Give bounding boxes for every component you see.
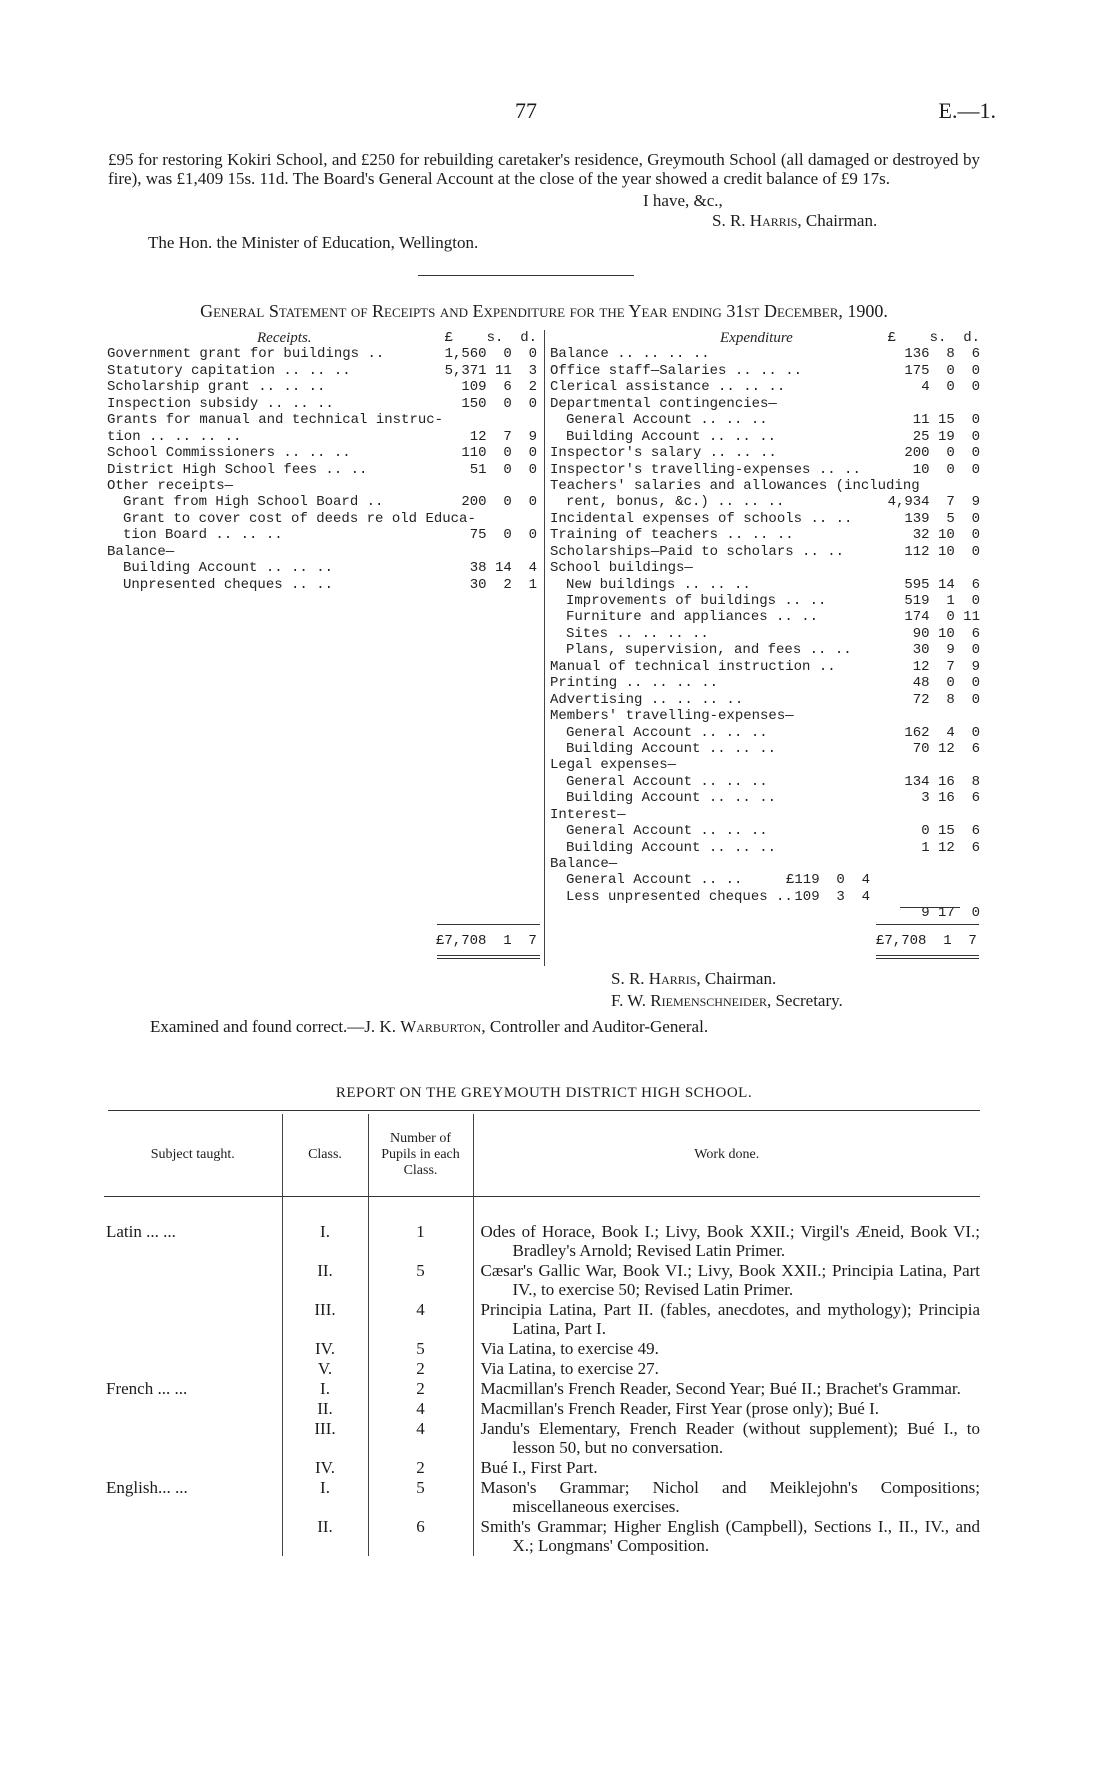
receipt-row: [107, 560, 537, 576]
receipts-heading: Receipts.: [257, 330, 312, 346]
page-number: 77: [515, 98, 537, 123]
receipt-label: Grant to cover cost of deeds re old Educa-: [123, 510, 476, 527]
report-title: REPORT ON THE GREYMOUTH DISTRICT HIGH SCHOOL.: [335, 1085, 753, 1101]
expenditure-row: [550, 379, 980, 395]
signature-role: , Chairman.: [696, 969, 777, 988]
expenditure-label: Teachers' salaries and allowances (including: [550, 477, 920, 494]
table-spacer: [104, 1196, 980, 1222]
table-row: [104, 1222, 980, 1261]
expenditure-row: [550, 872, 980, 888]
pupils-cell: 4: [368, 1300, 473, 1339]
receipt-label: tion Board .. .. ..: [123, 527, 283, 544]
receipt-row: [107, 429, 537, 445]
expenditure-amount: 30 9 0: [912, 642, 980, 659]
work-header: Work done.: [473, 1114, 980, 1196]
expenditure-label: Training of teachers .. .. ..: [550, 527, 794, 544]
expenditure-label: General Account .. .. ..: [566, 823, 768, 840]
expenditure-row: [550, 626, 980, 642]
table-row: [104, 1339, 980, 1359]
subject-cell: [104, 1359, 282, 1379]
chairman-signature-2: [611, 969, 776, 989]
expenditure-amount: 134 16 8: [904, 773, 980, 790]
receipt-row: [107, 478, 537, 494]
receipt-label: District High School fees .. ..: [107, 461, 368, 478]
expenditure-amount: 4 0 0: [921, 379, 980, 396]
receipt-label: Unpresented cheques .. ..: [123, 576, 334, 593]
expenditure-amount: 519 1 0: [904, 593, 980, 609]
receipt-row: [107, 511, 537, 527]
expenditure-amount: 11 15 0: [912, 412, 980, 429]
signature-initials: S. R.: [712, 211, 746, 230]
work-text: Jandu's Elementary, French Reader (without supplement); Bué I., to lesson 50, but no conversation.: [480, 1419, 980, 1457]
receipt-amount: 38 14 4: [469, 560, 537, 577]
receipt-label: Scholarship grant .. .. ..: [107, 379, 326, 396]
expenditure-row: [550, 527, 980, 543]
subject-cell: [104, 1399, 282, 1419]
expenditure-label: Inspector's travelling-expenses .. ..: [550, 461, 861, 478]
table-row: [104, 1458, 980, 1478]
class-cell: V.: [282, 1359, 368, 1379]
chairman-signature: [712, 211, 877, 231]
expenditure-label: rent, bonus, &c.) .. .. ..: [566, 494, 785, 511]
report-top-rule: [108, 1110, 980, 1111]
work-text: Cæsar's Gallic War, Book VI.; Livy, Book XXII.; Principia Latina, Part IV., to exercise 50; Revised Latin Primer.: [480, 1261, 980, 1299]
work-cell: [473, 1419, 980, 1458]
expenditure-amount: 70 12 6: [912, 740, 980, 757]
audit-prefix: Examined and found correct.—J. K.: [150, 1017, 396, 1036]
class-cell: III.: [282, 1419, 368, 1458]
work-text: Smith's Grammar; Higher English (Campbell), Sections I., II., IV., and X.; Longmans' Composition.: [480, 1517, 980, 1555]
expenditure-amount: 162 4 0: [904, 724, 980, 741]
receipt-row: [107, 527, 537, 543]
receipt-row: [107, 494, 537, 510]
audit-note: [150, 1017, 708, 1037]
expenditure-row: [550, 642, 980, 658]
table-row: [104, 1517, 980, 1556]
total-rule: [876, 924, 979, 925]
pupils-cell: 2: [368, 1458, 473, 1478]
table-row: [104, 1419, 980, 1458]
work-cell: [473, 1478, 980, 1517]
receipt-row: [107, 363, 537, 379]
work-cell: [473, 1458, 980, 1478]
expenditure-amount: 48 0 0: [912, 675, 980, 692]
expenditure-row: [550, 478, 980, 494]
expenditure-label: Manual of technical instruction ..: [550, 658, 836, 675]
expenditure-label: School buildings—: [550, 560, 693, 577]
pupils-cell: 5: [368, 1339, 473, 1359]
class-cell: II.: [282, 1399, 368, 1419]
expenditure-row: [550, 494, 980, 510]
subject-cell: Latin ... ...: [106, 1222, 176, 1241]
pupils-cell: 1: [368, 1222, 473, 1261]
expenditure-row: [550, 708, 980, 724]
expenditure-label: Departmental contingencies—: [550, 395, 777, 412]
expenditure-amount: 25 19 0: [912, 428, 980, 445]
expenditure-label: Printing .. .. .. ..: [550, 675, 719, 692]
expenditure-row: [550, 544, 980, 560]
receipt-amount: 200 0 0: [461, 494, 537, 511]
work-text: Mason's Grammar; Nichol and Meiklejohn's Compositions; miscellaneous exercises.: [480, 1478, 980, 1516]
expenditure-label: General Account .. .. ..: [566, 724, 768, 741]
expenditure-row: [550, 807, 980, 823]
expenditure-label: Furniture and appliances .. ..: [566, 609, 819, 626]
expenditure-row: [550, 511, 980, 527]
class-cell: II.: [282, 1261, 368, 1300]
expenditure-row: [550, 593, 980, 609]
expenditure-row: [550, 396, 980, 412]
expenditure-label: Scholarships—Paid to scholars .. ..: [550, 543, 845, 560]
work-cell: [473, 1222, 980, 1261]
receipt-row: [107, 379, 537, 395]
class-cell: III.: [282, 1300, 368, 1339]
expenditure-label: General Account .. .. ..: [566, 773, 768, 790]
expenditure-label: New buildings .. .. ..: [566, 576, 751, 593]
expenditure-amount: 4,934 7 9: [887, 494, 980, 511]
currency-header: £ s. d.: [444, 330, 537, 346]
expenditure-row: [550, 560, 980, 576]
pupils-cell: 5: [368, 1478, 473, 1517]
receipt-amount: 51 0 0: [469, 461, 537, 478]
receipt-label: Balance—: [107, 543, 175, 560]
pupils-cell: 5: [368, 1261, 473, 1300]
expenditure-row: [550, 840, 980, 856]
subject-header: Subject taught.: [104, 1114, 282, 1196]
receipts-header-row: [107, 330, 537, 346]
expenditure-amount: 175 0 0: [904, 362, 980, 379]
secretary-signature: [611, 991, 843, 1011]
class-cell: I.: [282, 1222, 368, 1261]
work-cell: [473, 1300, 980, 1339]
expenditure-row: [550, 757, 980, 773]
expenditure-amount: 112 10 0: [904, 543, 980, 560]
intro-paragraph: £95 for restoring Kokiri School, and £250 for rebuilding caretaker's residence, Greymouth School (all damaged or destroyed by fire), was £1,409 15s. 11d. The Board's General Account at the close of the year showed a credit balance of £9 17s.: [108, 150, 980, 188]
signature-role: , Secretary.: [766, 991, 843, 1010]
signature-initials: F. W.: [611, 991, 647, 1010]
signature-name: Harris: [648, 969, 697, 988]
subject-cell: [104, 1300, 282, 1339]
expenditure-amount: 9 17 0: [921, 905, 980, 922]
pupils-cell: 2: [368, 1359, 473, 1379]
class-cell: I.: [282, 1379, 368, 1399]
expenditure-label: Less unpresented cheques ..: [566, 888, 793, 905]
subject-cell: English... ...: [106, 1478, 188, 1497]
table-row: [104, 1399, 980, 1419]
receipt-amount: 12 7 9: [469, 428, 537, 445]
receipt-label: Building Account .. .. ..: [123, 560, 334, 577]
expenditure-label: Members' travelling-expenses—: [550, 708, 794, 725]
table-row: [104, 1379, 980, 1399]
pupils-cell: 4: [368, 1419, 473, 1458]
table-row: [104, 1300, 980, 1339]
expenditure-label: Interest—: [550, 806, 626, 823]
expenditure-row: [550, 429, 980, 445]
receipt-amount: 1,560 0 0: [444, 346, 537, 363]
receipt-label: Statutory capitation .. .. ..: [107, 362, 351, 379]
expenditure-row: [550, 445, 980, 461]
receipts-total: £7,708 1 7: [436, 933, 537, 949]
section-divider: [418, 275, 634, 276]
receipt-amount: 30 2 1: [469, 576, 537, 593]
pupils-cell: 6: [368, 1517, 473, 1556]
pupils-header: Number of Pupils in each Class.: [368, 1114, 473, 1196]
receipts-column: [107, 330, 537, 593]
receipt-row: [107, 462, 537, 478]
expenditure-amount: 136 8 6: [904, 346, 980, 363]
auditor-name: Warburton: [400, 1017, 482, 1036]
subject-cell: [104, 1339, 282, 1359]
expenditure-label: Improvements of buildings .. ..: [566, 593, 827, 609]
work-cell: [473, 1517, 980, 1556]
expenditure-row: [550, 823, 980, 839]
receipt-row: [107, 445, 537, 461]
receipt-label: tion .. .. .. ..: [107, 428, 242, 445]
total-rule: [437, 924, 540, 925]
expenditure-amount: 12 7 9: [912, 658, 980, 675]
expenditure-row: [550, 741, 980, 757]
receipt-label: School Commissioners .. .. ..: [107, 445, 351, 462]
parliamentary-paper-code: E.—1.: [938, 98, 996, 123]
expenditure-row: [550, 609, 980, 625]
subject-cell: [104, 1517, 282, 1556]
expenditure-row: [550, 363, 980, 379]
receipt-label: Grant from High School Board ..: [123, 494, 384, 511]
expenditure-row: [550, 346, 980, 362]
expenditure-column: [550, 330, 980, 922]
work-text: Bué I., First Part.: [480, 1458, 598, 1477]
expenditure-label: General Account .. ..: [566, 872, 743, 889]
subject-cell: French ... ...: [106, 1379, 188, 1398]
work-cell: [473, 1339, 980, 1359]
pupils-cell: 2: [368, 1379, 473, 1399]
work-text: Via Latina, to exercise 27.: [480, 1359, 659, 1378]
receipt-label: Other receipts—: [107, 477, 234, 494]
expenditure-row: [550, 774, 980, 790]
expenditure-label: Clerical assistance .. .. ..: [550, 379, 786, 396]
total-double-rule: [876, 955, 979, 959]
receipt-amount: 109 6 2: [461, 379, 537, 396]
expenditure-heading: Expenditure: [720, 330, 793, 346]
expenditure-label: Advertising .. .. .. ..: [550, 691, 744, 708]
report-header-row: [104, 1114, 980, 1196]
closing-phrase: I have, &c.,: [643, 191, 723, 210]
receipt-amount: 75 0 0: [469, 527, 537, 544]
class-cell: IV.: [282, 1458, 368, 1478]
expenditure-row: [550, 462, 980, 478]
work-text: Macmillan's French Reader, Second Year; Bué II.; Brachet's Grammar.: [480, 1379, 961, 1398]
table-row: [104, 1261, 980, 1300]
class-cell: I.: [282, 1478, 368, 1517]
work-cell: [473, 1399, 980, 1419]
work-text: Macmillan's French Reader, First Year (prose only); Bué I.: [480, 1399, 879, 1418]
expenditure-amount: 72 8 0: [912, 691, 980, 708]
work-text: Principia Latina, Part II. (fables, anecdotes, and mythology); Principia Latina, Part I.: [480, 1300, 980, 1338]
receipt-amount: 5,371 11 3: [444, 362, 537, 379]
table-row: [104, 1359, 980, 1379]
receipt-label: Inspection subsidy .. .. ..: [107, 395, 334, 412]
expenditure-subamount: £119 0 4: [786, 872, 871, 889]
expenditure-amount: 200 0 0: [904, 445, 980, 462]
expenditure-label: Balance—: [550, 856, 618, 872]
auditor-role: , Controller and Auditor-General.: [481, 1017, 709, 1036]
pupils-cell: 4: [368, 1399, 473, 1419]
expenditure-label: Office staff—Salaries .. .. ..: [550, 362, 803, 379]
expenditure-amount: 32 10 0: [912, 527, 980, 544]
class-cell: II.: [282, 1517, 368, 1556]
expenditure-amount: 139 5 0: [904, 510, 980, 527]
currency-header: £ s. d.: [887, 330, 980, 346]
column-divider: [544, 330, 545, 966]
expenditure-label: Building Account .. .. ..: [566, 839, 777, 856]
signature-name: Harris: [749, 211, 798, 230]
expenditure-header-row: [550, 330, 980, 346]
expenditure-subamount: 109 3 4: [786, 888, 871, 905]
class-cell: IV.: [282, 1339, 368, 1359]
expenditure-label: Plans, supervision, and fees .. ..: [566, 642, 852, 659]
expenditure-row: [550, 725, 980, 741]
statement-title: General Statement of Receipts and Expenditure for the Year ending 31st December, 1900.: [200, 301, 888, 321]
subject-cell: [104, 1458, 282, 1478]
signature-initials: S. R.: [611, 969, 645, 988]
expenditure-label: Inspector's salary .. .. ..: [550, 445, 777, 462]
expenditure-amount: 174 0 11: [904, 609, 980, 626]
work-text: Odes of Horace, Book I.; Livy, Book XXII.; Virgil's Æneid, Book VI.; Bradley's Arnold; Revised Latin Primer.: [480, 1222, 980, 1260]
receipt-row: [107, 577, 537, 593]
receipt-row: [107, 396, 537, 412]
signature-role: , Chairman.: [797, 211, 878, 230]
expenditure-total: £7,708 1 7: [876, 933, 977, 949]
receipt-label: Grants for manual and technical instruc-: [107, 412, 444, 429]
receipt-row: [107, 544, 537, 560]
receipt-label: Government grant for buildings ..: [107, 346, 385, 363]
expenditure-row: [550, 659, 980, 675]
receipt-row: [107, 346, 537, 362]
receipt-row: [107, 412, 537, 428]
work-text: Via Latina, to exercise 49.: [480, 1339, 659, 1358]
subject-cell: [104, 1419, 282, 1458]
total-double-rule: [437, 955, 540, 959]
expenditure-label: Balance .. .. .. ..: [550, 346, 710, 363]
table-row: [104, 1478, 980, 1517]
expenditure-row: [550, 412, 980, 428]
class-header: Class.: [282, 1114, 368, 1196]
expenditure-label: Sites .. .. .. ..: [566, 625, 709, 642]
signature-name: Riemenschneider: [650, 991, 767, 1010]
expenditure-label: Building Account .. .. ..: [566, 428, 777, 445]
work-cell: [473, 1359, 980, 1379]
expenditure-label: Incidental expenses of schools .. ..: [550, 510, 853, 527]
work-cell: [473, 1261, 980, 1300]
expenditure-amount: 595 14 6: [904, 576, 980, 593]
expenditure-label: Legal expenses—: [550, 757, 677, 774]
expenditure-amount: 90 10 6: [912, 625, 980, 642]
expenditure-label: Building Account .. .. ..: [566, 740, 777, 757]
expenditure-amount: 3 16 6: [921, 790, 980, 807]
expenditure-label: Building Account .. .. ..: [566, 790, 777, 807]
expenditure-row: [550, 889, 980, 905]
expenditure-row: [550, 692, 980, 708]
report-table: [104, 1114, 980, 1556]
addressee: The Hon. the Minister of Education, Wellington.: [148, 233, 479, 252]
expenditure-amount: 0 15 6: [921, 823, 980, 840]
receipt-amount: 150 0 0: [461, 395, 537, 412]
expenditure-row: [550, 675, 980, 691]
expenditure-amount: 1 12 6: [921, 839, 980, 856]
work-cell: [473, 1379, 980, 1399]
subtotal-rule: [900, 907, 960, 908]
expenditure-row: [550, 790, 980, 806]
expenditure-label: General Account .. .. ..: [566, 412, 768, 429]
receipt-amount: 110 0 0: [461, 445, 537, 462]
expenditure-row: [550, 856, 980, 872]
expenditure-amount: 10 0 0: [912, 461, 980, 478]
expenditure-row: [550, 577, 980, 593]
subject-cell: [104, 1261, 282, 1300]
